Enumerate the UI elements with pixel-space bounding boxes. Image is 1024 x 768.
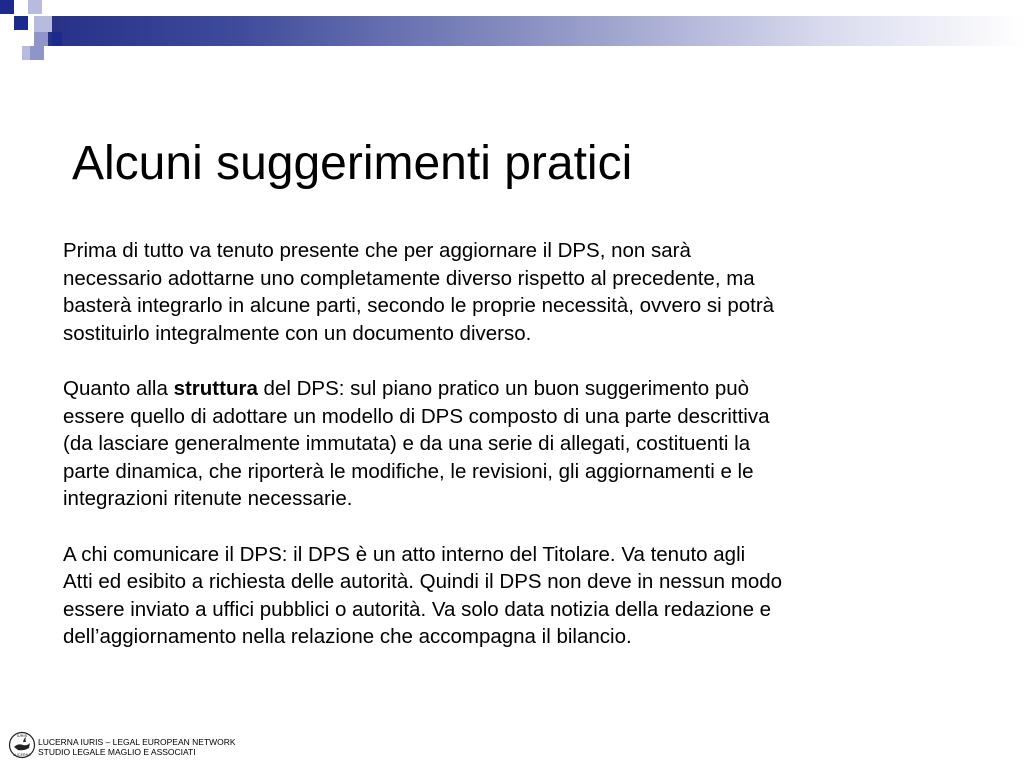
header-square-white: [14, 0, 28, 14]
header-square-navy: [0, 0, 14, 14]
paragraph-3: [63, 541, 983, 651]
header-square-lavender: [28, 0, 42, 14]
footer-line-studio: STUDIO LEGALE MAGLIO E ASSOCIATI: [38, 747, 196, 757]
text-segment: del DPS: sul piano pratico un buon suggerimento può: [257, 376, 750, 400]
text-line: Atti ed esibito a richiesta delle autorità. Quindi il DPS non deve in nessun modo: [63, 570, 783, 594]
bold-term: struttura: [173, 376, 258, 400]
text-line: sostituirlo integralmente con un documento diverso.: [63, 321, 532, 345]
text-line: dell’aggiornamento nella relazione che accompagna il bilancio.: [63, 625, 632, 649]
footer-text: [38, 737, 236, 757]
header-square-lavender: [34, 16, 52, 32]
lamp-logo-icon: [8, 730, 36, 760]
slide-title: Alcuni suggerimenti pratici: [72, 137, 633, 190]
paragraph-2: [63, 375, 983, 513]
header-gradient-bar: [34, 16, 1024, 46]
text-line: parte dinamica, che riporterà le modifiche, le revisioni, gli aggiornamenti e le: [63, 459, 754, 483]
header-square-mid: [34, 32, 48, 46]
header-square-navy: [14, 16, 28, 30]
text-line: essere quello di adottare un modello di DPS composto di una parte descrittiva: [63, 404, 770, 428]
paragraph-1: [63, 237, 983, 347]
svg-text:LUCERNA: LUCERNA: [13, 753, 31, 757]
slide-body: [63, 237, 983, 679]
text-line: integrazioni ritenute necessarie.: [63, 487, 353, 511]
text-line: [63, 375, 983, 403]
text-line: Prima di tutto va tenuto presente che per aggiornare il DPS, non sarà: [63, 239, 691, 262]
header-square-navy: [52, 32, 62, 46]
text-line: essere inviato a uffici pubblici o autorità. Va solo data notizia della redazione e: [63, 597, 772, 621]
text-line: (da lasciare generalmente immutata) e da una serie di allegati, costituenti la: [63, 432, 751, 456]
svg-text:IURIS: IURIS: [16, 733, 28, 738]
header-square-mid: [30, 46, 44, 60]
text-line: basterà integrarlo in alcune parti, secondo le proprie necessità, ovvero si potrà: [63, 294, 775, 318]
text-line: A chi comunicare il DPS: il DPS è un atto interno del Titolare. Va tenuto agli: [63, 542, 746, 566]
footer-line-network: LUCERNA IURIS – LEGAL EUROPEAN NETWORK: [38, 737, 236, 747]
text-line: necessario adottarne uno completamente diverso rispetto al precedente, ma: [63, 266, 755, 290]
text-segment: Quanto alla: [63, 376, 174, 400]
